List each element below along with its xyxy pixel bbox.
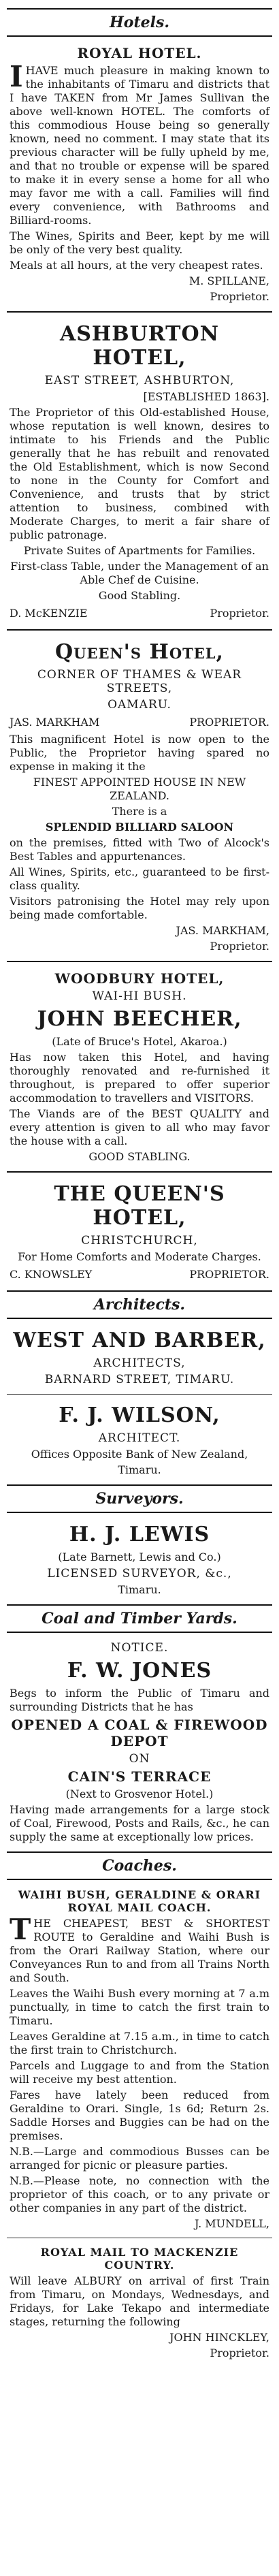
ad-notice: NOTICE. bbox=[110, 1641, 169, 1655]
divider bbox=[7, 35, 272, 37]
ad-lewis bbox=[7, 1517, 272, 1600]
divider bbox=[7, 1290, 272, 1292]
ad-text: Private Suites of Apartments for Families. bbox=[23, 544, 256, 557]
ad-text: The Viands are of the BEST QUALITY and every attention is given to all who may favor the house with a call. bbox=[10, 1107, 269, 1147]
divider bbox=[7, 1512, 272, 1513]
ad-subtitle: ARCHITECT. bbox=[98, 1431, 181, 1445]
signature-row bbox=[10, 607, 269, 620]
signature-role: PROPRIETOR. bbox=[189, 1268, 269, 1281]
ad-text: GOOD STABLING. bbox=[88, 1150, 191, 1163]
ad-text: First-class Table, under the Management of an Able Chef de Cuisine. bbox=[10, 560, 269, 586]
ad-text: N.B.—Please note, no connection with the proprietor of this coach, or to any private or other companies in any part of the district. bbox=[10, 2174, 269, 2214]
divider bbox=[7, 1394, 272, 1395]
ad-mackenzie-mail bbox=[7, 2242, 272, 2364]
signature: C. KNOWSLEY bbox=[10, 1268, 93, 1281]
ad-body: IHAVE much pleasure in making known to the inhabitants of Timaru and districts that I have TAKEN from Mr James Sullivan the above well-known HOTEL. The comforts of this commodious House being so generally known, need no comment. I may state that its previous character will be fully upheld by me, and that no trouble or expense will be spared to make it in every sense a home for all who may favor me with a call. Families will find every convenience, with Bathrooms and Billiard-rooms. bbox=[10, 60, 269, 227]
signature: M. SPILLANE, bbox=[188, 274, 269, 287]
ad-text: ON bbox=[129, 1752, 150, 1766]
ad-wilson bbox=[7, 1398, 272, 1480]
ad-ashburton-hotel bbox=[7, 317, 272, 625]
ad-body: The Proprietor of this Old-established House, whose reputation is well known, desires to intimate to his Friends and the Public generally that he has rebuilt and renovated the Old Establishment, which is now Second to none in the County for Comfort and Convenience, and trusts that by strict attention to business, combined with Moderate Charges, to merit a fair share of public patronage. bbox=[10, 406, 269, 541]
divider bbox=[7, 1879, 272, 1880]
divider bbox=[7, 1604, 272, 1606]
ad-text: There is a bbox=[112, 805, 167, 818]
ad-text: Good Stabling. bbox=[98, 589, 181, 602]
ad-place: WAI-HI BUSH. bbox=[92, 989, 187, 1003]
ad-west-and-barber bbox=[7, 1323, 272, 1390]
ad-address: CORNER OF THAMES & WEAR STREETS, bbox=[37, 668, 242, 695]
ad-address: EAST STREET, ASHBURTON, bbox=[44, 374, 235, 387]
ad-title: H. J. LEWIS bbox=[69, 1523, 210, 1546]
section-heading-surveyors: Surveyors. bbox=[95, 1490, 184, 1508]
ad-text: Visitors patronising the Hotel may rely upon being made comfortable. bbox=[10, 895, 269, 921]
divider bbox=[7, 1632, 272, 1633]
divider bbox=[7, 311, 272, 313]
ad-royal-hotel bbox=[7, 41, 272, 307]
ad-title: THE QUEEN'S HOTEL, bbox=[54, 1182, 225, 1230]
signature: JAS. MARKHAM bbox=[10, 716, 100, 729]
ad-text: OPENED A COAL & FIREWOOD DEPOT bbox=[11, 1717, 268, 1749]
signature-role: PROPRIETOR. bbox=[189, 716, 269, 729]
ad-name: JOHN BEECHER, bbox=[37, 1007, 242, 1031]
ad-title: ROYAL HOTEL. bbox=[77, 45, 202, 61]
divider bbox=[7, 1851, 272, 1853]
signature-role: Proprietor. bbox=[210, 2347, 269, 2359]
ad-title: WOODBURY HOTEL, bbox=[54, 970, 225, 987]
ad-text: Meals at all hours, at the very cheapest rates. bbox=[10, 259, 263, 272]
signature-role: Proprietor. bbox=[210, 607, 269, 620]
ad-text: The Wines, Spirits and Beer, kept by me will be only of the very best quality. bbox=[10, 229, 269, 256]
ad-text: Fares have lately been reduced from Geraldine to Orari. Single, 1s 6d; Return 2s. Saddle Horses and Buggies can be had on the premises. bbox=[10, 2088, 269, 2142]
ad-text: (Next to Grosvenor Hotel.) bbox=[65, 1787, 214, 1800]
ad-text: on the premises, fitted with Two of Alcock's Best Tables and appurtenances. bbox=[10, 836, 269, 863]
signature-row bbox=[10, 716, 269, 729]
ad-text: Leaves the Waihi Bush every morning at 7 a.m punctually, in time to catch the first train to Timaru. bbox=[10, 1987, 269, 2027]
ad-waihi-coach bbox=[7, 1884, 272, 2234]
ad-text: N.B.—Large and commodious Busses can be arranged for picnic or pleasure parties. bbox=[10, 2145, 269, 2172]
divider bbox=[7, 961, 272, 962]
ad-title: F. W. JONES bbox=[67, 1659, 212, 1683]
ad-address: BARNARD STREET, TIMARU. bbox=[44, 1373, 235, 1386]
ad-queens-hotel-oamaru bbox=[7, 635, 272, 957]
divider bbox=[7, 1171, 272, 1173]
ad-body: THE CHEAPEST, BEST & SHORTEST ROUTE to Geraldine and Waihi Bush is from the Orari Railway Station, where our Conveyances Run to and from all Trains North and South. bbox=[10, 1913, 269, 1984]
ad-text: FINEST APPOINTED HOUSE IN NEW ZEALAND. bbox=[33, 776, 246, 802]
ad-subtitle: ARCHITECTS, bbox=[93, 1356, 186, 1370]
ad-title: Queen's Hotel, bbox=[55, 640, 224, 664]
ad-text: Timaru. bbox=[118, 1583, 161, 1596]
ad-established: [ESTABLISHED 1863]. bbox=[143, 390, 269, 403]
ad-jones bbox=[7, 1637, 272, 1847]
ad-woodbury-hotel bbox=[7, 966, 272, 1167]
ad-text: Leaves Geraldine at 7.15 a.m., in time to catch the first train to Christchurch. bbox=[10, 2030, 269, 2056]
ad-body: This magnificent Hotel is now open to the Public, the Proprietor having spared no expense in making it the bbox=[10, 733, 269, 773]
section-heading-coal: Coal and Timber Yards. bbox=[42, 1610, 237, 1627]
signature: JAS. MARKHAM, bbox=[176, 924, 269, 937]
divider bbox=[7, 1318, 272, 1319]
ad-title: ROYAL MAIL TO MACKENZIE COUNTRY. bbox=[40, 2246, 239, 2272]
ad-text: Offices Opposite Bank of New Zealand, bbox=[31, 1448, 248, 1461]
ad-text: SPLENDID BILLIARD SALOON bbox=[45, 821, 234, 833]
ad-text: Parcels and Luggage to and from the Station will receive my best attention. bbox=[10, 2059, 269, 2086]
ad-text: Having made arrangements for a large stock of Coal, Firewood, Posts and Rails, &c., he can supply the same at exceptionally low prices. bbox=[10, 1803, 269, 1843]
ad-text: Timaru. bbox=[118, 1463, 161, 1476]
ad-text: (Late Barnett, Lewis and Co.) bbox=[58, 1551, 221, 1563]
ad-town: CHRISTCHURCH, bbox=[81, 1234, 198, 1247]
divider bbox=[7, 8, 272, 10]
ad-title: ASHBURTON HOTEL, bbox=[59, 322, 220, 370]
section-heading-architects: Architects. bbox=[93, 1296, 186, 1314]
signature-row bbox=[10, 1268, 269, 1281]
ad-text: (Late of Bruce's Hotel, Akaroa.) bbox=[52, 1035, 227, 1048]
divider bbox=[7, 1484, 272, 1486]
section-heading-hotels: Hotels. bbox=[109, 14, 170, 31]
section-heading-coaches: Coaches. bbox=[102, 1857, 177, 1875]
divider bbox=[7, 629, 272, 631]
ad-town: OAMARU. bbox=[108, 698, 171, 712]
ad-queens-hotel-christchurch bbox=[7, 1177, 272, 1286]
ad-title: WEST AND BARBER, bbox=[13, 1329, 266, 1352]
signature: J. MUNDELL, bbox=[194, 2217, 269, 2230]
ad-body: Begs to inform the Public of Timaru and surrounding Districts that he has bbox=[10, 1687, 269, 1713]
ad-text: All Wines, Spirits, etc., guaranteed to be first-class quality. bbox=[10, 865, 269, 892]
signature: D. McKENZIE bbox=[10, 607, 88, 620]
ad-body: Has now taken this Hotel, and having thoroughly renovated and re-furnished it throughout, is prepared to offer superior accommodation to travellers and VISITORS. bbox=[10, 1051, 269, 1104]
ad-text: For Home Comforts and Moderate Charges. bbox=[18, 1250, 261, 1263]
signature-role: Proprietor. bbox=[210, 940, 269, 953]
ad-title: F. J. WILSON, bbox=[59, 1403, 220, 1427]
ad-body: Will leave ALBURY on arrival of first Train from Timaru, on Mondays, Wednesdays, and Fridays, for Lake Tekapo and intermediate stages, returning the following bbox=[10, 2274, 269, 2328]
signature: JOHN HINCKLEY, bbox=[169, 2331, 269, 2344]
ad-title: WAIHI BUSH, GERALDINE & ORARI ROYAL MAIL COACH. bbox=[18, 1888, 261, 1914]
advertisement-column bbox=[7, 0, 272, 2364]
ad-subtitle: LICENSED SURVEYOR, &c., bbox=[47, 1567, 232, 1580]
ad-text: CAIN'S TERRACE bbox=[67, 1768, 212, 1785]
signature-role: Proprietor. bbox=[210, 290, 269, 303]
